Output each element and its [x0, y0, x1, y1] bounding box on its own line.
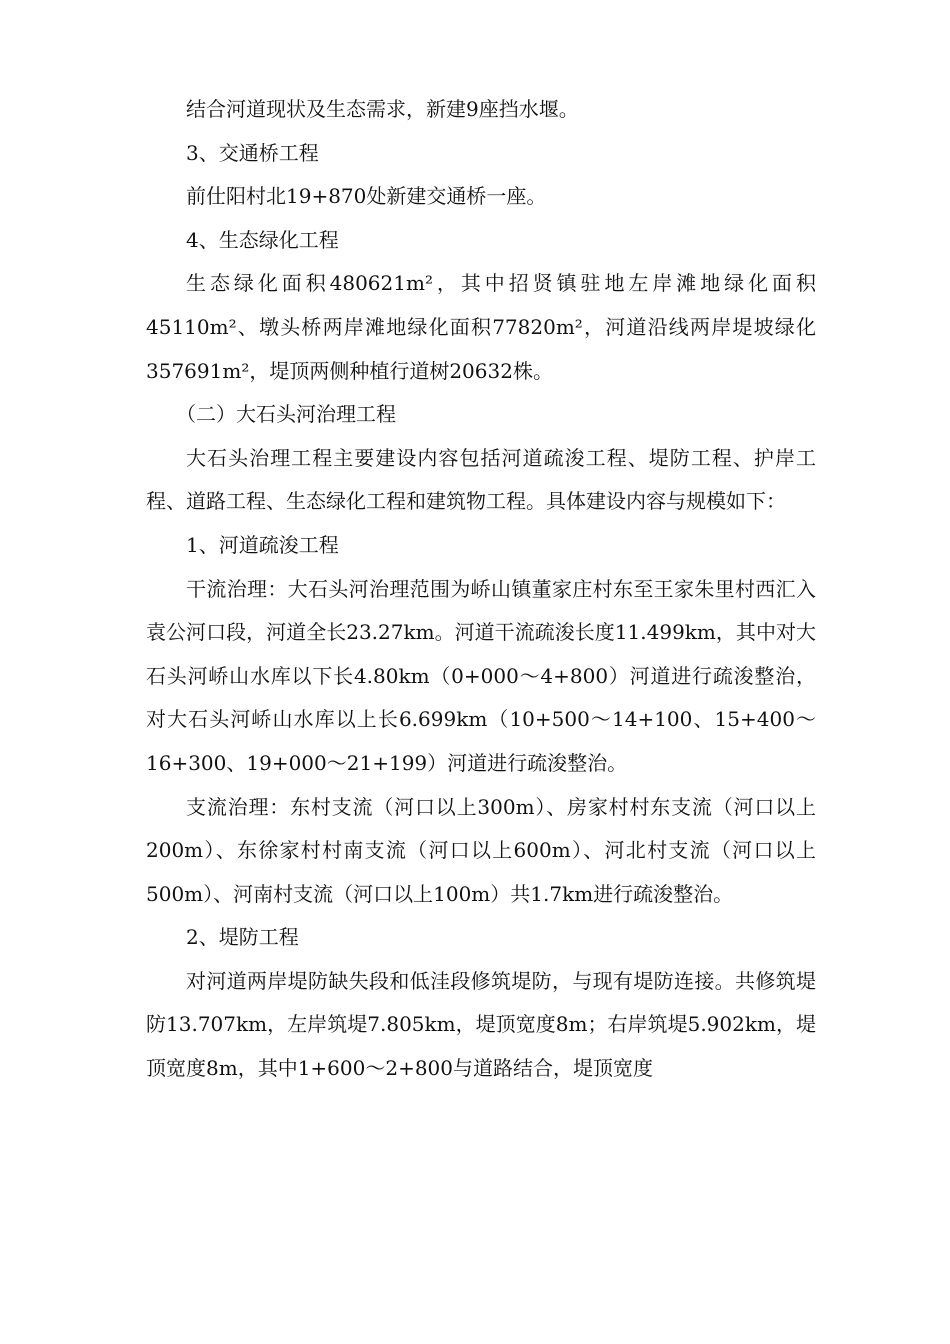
paragraph-tributaries: 支流治理：东村支流（河口以上300m）、房家村村东支流（河口以上200m）、东徐家村村南支流（河口以上600m）、河北村支流（河口以上500m）、河南村支流（河口以上100m）共1.7km进行疏浚整治。 — [146, 794, 816, 906]
paragraph-greening: 生态绿化面积480621m²，其中招贤镇驻地左岸滩地绿化面积45110m²、墩头桥两岸滩地绿化面积77820m²，河道沿线两岸堤坡绿化357691m²，堤顶两侧种植行道树20632株。 — [146, 271, 816, 383]
heading-traffic-bridge: 3、交通桥工程 — [186, 140, 319, 165]
heading-dashitou-river: （二）大石头河治理工程 — [176, 402, 396, 427]
paragraph-weir: 结合河道现状及生态需求，新建9座挡水堰。 — [186, 97, 579, 121]
heading-embankment: 2、堤防工程 — [186, 925, 299, 950]
paragraph-main-stream: 干流治理：大石头河治理范围为峤山镇董家庄村东至王家朱里村西汇入袁公河口段，河道全长23.27km。河道干流疏浚长度11.499km，其中对大石头河峤山水库以下长4.80km（0+000～4+800）河道进行疏浚整治，对大石头河峤山水库以上长6.699km（10+500～14+100、15+400～16+300、19+000～21+199）河道进行疏浚整治。 — [146, 576, 816, 775]
heading-dredging: 1、河道疏浚工程 — [186, 532, 339, 557]
paragraph-dashitou-overview: 大石头治理工程主要建设内容包括河道疏浚工程、堤防工程、护岸工程、道路工程、生态绿化工程和建筑物工程。具体建设内容与规模如下： — [146, 445, 816, 514]
document-body — [146, 88, 816, 1091]
heading-greening: 4、生态绿化工程 — [186, 227, 339, 252]
paragraph-bridge: 前仕阳村北19+870处新建交通桥一座。 — [186, 184, 547, 209]
paragraph-embankment: 对河道两岸堤防缺失段和低洼段修筑堤防，与现有堤防连接。共修筑堤防13.707km，左岸筑堤7.805km，堤顶宽度8m；右岸筑堤5.902km，堤顶宽度8m，其中1+600～2+800与道路结合，堤顶宽度 — [146, 968, 816, 1081]
